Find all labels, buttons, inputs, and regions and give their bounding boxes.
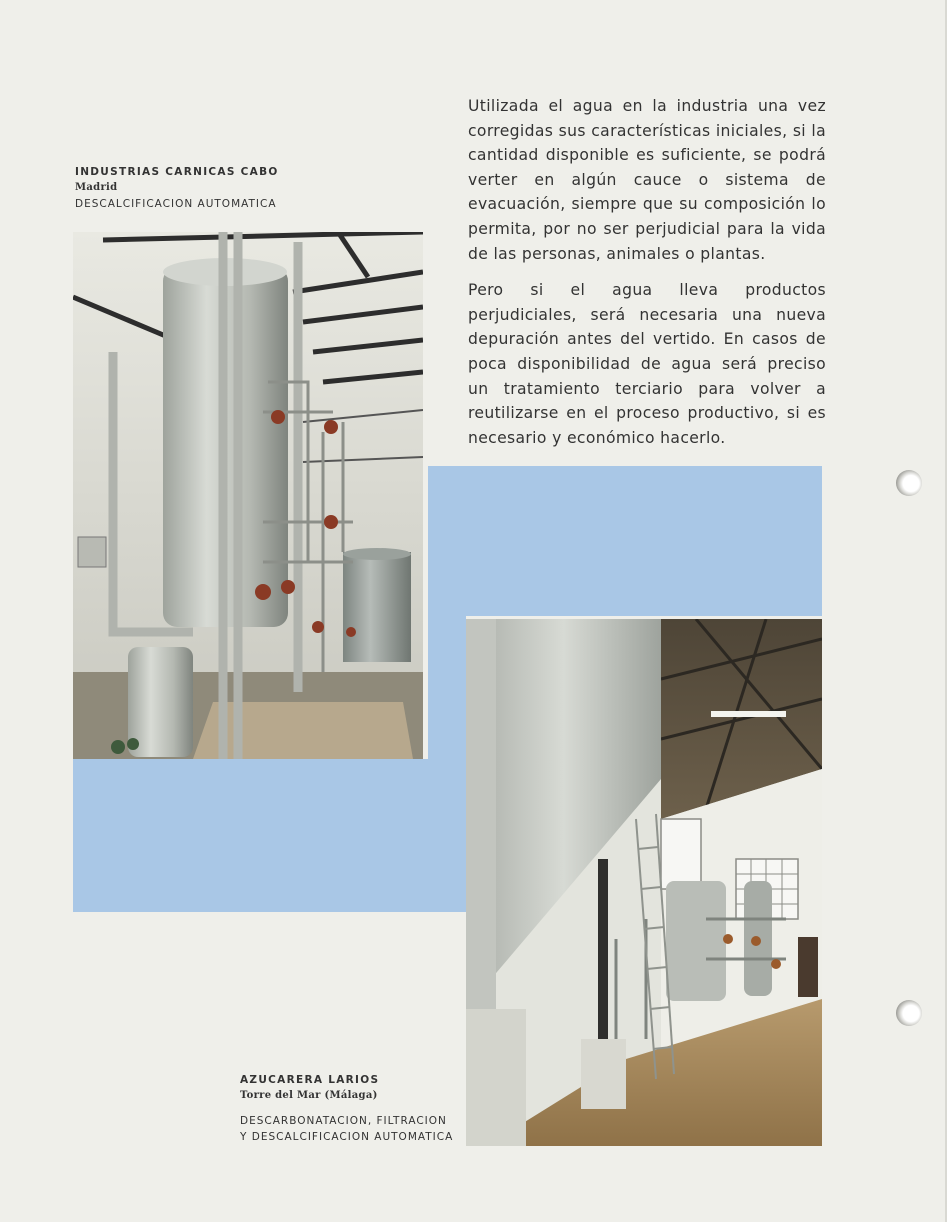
caption-bottom-description [240,1113,453,1145]
photo-descalcification-plant [73,232,423,759]
caption-bottom [240,1072,453,1145]
caption-top [75,164,279,212]
caption-bottom-company: AZUCARERA LARIOS [240,1074,380,1086]
punch-hole-top [896,470,922,496]
paragraph-2: Pero si el agua lleva productos perjudiciales, será necesaria una nueva depuración antes del vertido. En casos de poca disponibilidad de agua será preciso un tratamiento terciario para volver a reutilizarse en el proceso productivo, si es necesario y económico hacerlo. [468,281,826,447]
punch-hole-bottom [896,1000,922,1026]
caption-bottom-location: Torre del Mar (Málaga) [240,1090,378,1101]
caption-bottom-description-line-2: Y DESCALCIFICACION AUTOMATICA [240,1131,454,1143]
blue-block-bottom [73,759,466,912]
paragraph-1: Utilizada el agua en la industria una vez corregidas sus características iniciales, si la cantidad disponible es suficiente, se podrá verter en algún cauce o sistema de evacuación, siempre que su composición lo permita, por no ser perjudicial para la vida de las personas, animales o plantas. [468,97,826,263]
caption-bottom-description-line-1: DESCARBONATACION, FILTRACION [240,1115,447,1127]
caption-top-location: Madrid [75,182,118,193]
caption-top-company: INDUSTRIAS CARNICAS CABO [75,166,279,178]
photo-sugar-factory-plant [466,619,822,1146]
body-text [468,94,826,462]
caption-top-description: DESCALCIFICACION AUTOMATICA [75,198,277,210]
blue-block-top [428,466,822,616]
